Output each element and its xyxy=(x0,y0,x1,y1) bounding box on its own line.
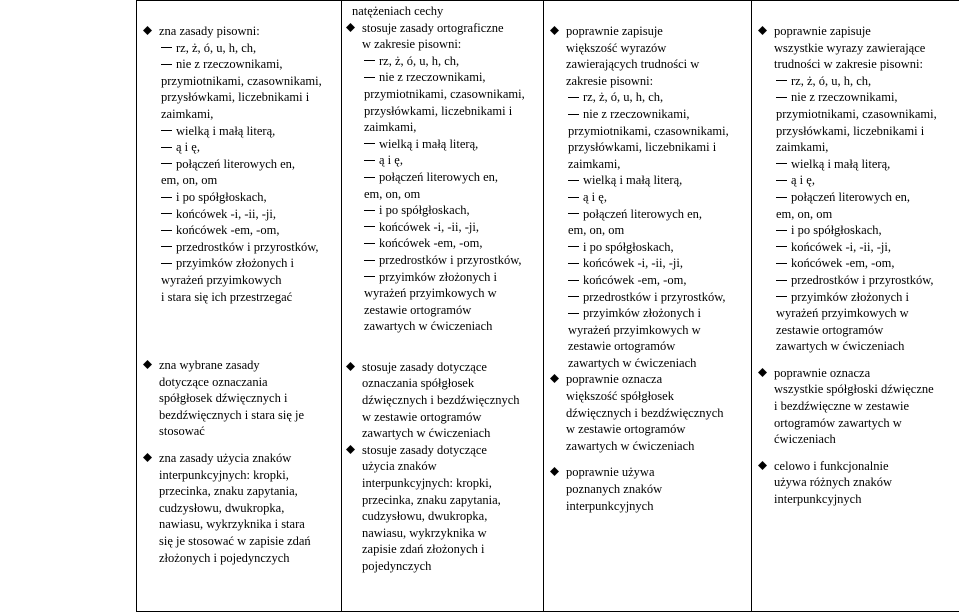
list-item xyxy=(764,272,955,289)
list-item-text: em, on, om xyxy=(568,223,625,238)
text-line: wszystkie spółgłoski dźwięczne xyxy=(774,382,934,397)
spelling-rules-list xyxy=(764,73,955,355)
bullet-item xyxy=(149,23,337,40)
text-line: zawierających trudności w xyxy=(566,57,700,72)
text-line: użycia znaków xyxy=(362,459,437,474)
list-item xyxy=(764,189,955,206)
bullet-text xyxy=(566,464,747,514)
list-item-text: wyrażeń przyimkowych w xyxy=(568,322,701,337)
text-line: i bezdźwięczne w zestawie xyxy=(774,399,909,414)
diamond-bullet-icon xyxy=(758,461,767,470)
bullet-item xyxy=(764,458,955,508)
diamond-bullet-icon xyxy=(758,368,767,377)
list-item xyxy=(149,255,337,272)
dash-bullet-icon xyxy=(568,296,579,297)
list-item-text: zaimkami, xyxy=(568,156,621,171)
list-item-text: i po spółgłoskach, xyxy=(379,203,470,218)
list-item xyxy=(149,40,337,57)
dash-bullet-icon xyxy=(161,64,172,65)
list-item xyxy=(556,289,747,306)
list-item xyxy=(352,86,539,103)
list-item xyxy=(149,89,337,106)
bullet-item xyxy=(352,20,539,53)
list-item xyxy=(556,272,747,289)
bullet-text xyxy=(362,442,539,575)
text-line: poprawnie oznacza xyxy=(566,372,663,387)
dash-bullet-icon xyxy=(568,213,579,214)
list-item-text: i stara się ich przestrzegać xyxy=(161,289,293,304)
dash-bullet-icon xyxy=(776,80,787,81)
text-line: nawiasu, wykrzyknika w xyxy=(362,525,487,540)
list-item-text: końcówek -i, -ii, -ji, xyxy=(176,206,276,221)
list-item-text: zestawie ortogramów xyxy=(776,322,884,337)
list-item xyxy=(352,69,539,86)
text-line: pojedynczych xyxy=(362,559,432,573)
text-line: dotyczące oznaczania xyxy=(159,374,268,389)
column-1-cell xyxy=(137,1,342,612)
list-item xyxy=(352,202,539,219)
list-item-text: przymiotnikami, czasownikami, xyxy=(776,106,937,121)
list-item-text: wyrażeń przyimkowych w xyxy=(364,286,497,301)
text-line: interpunkcyjnych xyxy=(774,492,862,507)
list-item-text: końcówek -i, -ii, -ji, xyxy=(379,219,479,234)
text-line: celowo i funkcjonalnie xyxy=(774,458,889,473)
text-line: w zestawie ortogramów xyxy=(362,409,482,424)
dash-bullet-icon xyxy=(568,197,579,198)
list-item xyxy=(352,318,539,335)
list-item-text: em, on, om xyxy=(161,173,218,188)
column-3-cell xyxy=(544,1,752,612)
list-item-text: nie z rzeczownikami, xyxy=(379,70,486,85)
dash-bullet-icon xyxy=(776,230,787,231)
dash-bullet-icon xyxy=(776,263,787,264)
list-item-text: rz, ż, ó, u, h, ch, xyxy=(379,53,460,68)
list-item-text: ą i ę, xyxy=(583,189,607,204)
list-item xyxy=(764,89,955,106)
list-item xyxy=(556,189,747,206)
list-item-text: przedrostków i przyrostków, xyxy=(791,272,934,287)
list-item-text: przysłówkami, liczebnikami i xyxy=(364,103,513,118)
dash-bullet-icon xyxy=(776,280,787,281)
list-item-text: zestawie ortogramów xyxy=(364,302,472,317)
bullet-text: zna zasady pisowni: xyxy=(159,24,260,38)
dash-bullet-icon xyxy=(568,246,579,247)
dash-bullet-icon xyxy=(776,180,787,181)
list-item xyxy=(352,152,539,169)
list-item-text: em, on, om xyxy=(364,186,421,201)
list-item-text: końcówek -em, -om, xyxy=(791,256,895,271)
requirements-table xyxy=(136,0,959,612)
text-line: ortogramów zawartych w xyxy=(774,415,902,430)
bullet-item xyxy=(352,442,539,575)
list-item-text: nie z rzeczownikami, xyxy=(176,57,283,72)
spelling-rules-list xyxy=(352,53,539,335)
list-item xyxy=(352,103,539,120)
dash-bullet-icon xyxy=(161,213,172,214)
list-item-text: i po spółgłoskach, xyxy=(583,239,674,254)
list-item xyxy=(556,106,747,123)
dash-bullet-icon xyxy=(776,97,787,98)
bullet-item xyxy=(149,450,337,566)
list-item-text: wielką i małą literą, xyxy=(176,123,276,138)
list-item xyxy=(352,252,539,269)
list-item-text: przymiotnikami, czasownikami, xyxy=(568,123,729,138)
continued-text: natężeniach cechy xyxy=(352,4,444,18)
list-item-text: przyimków złożonych i xyxy=(176,256,295,271)
list-item xyxy=(556,123,747,140)
dash-bullet-icon xyxy=(161,197,172,198)
list-item-text: przedrostków i przyrostków, xyxy=(176,239,319,254)
text-line: cudzysłowu, dwukropka, xyxy=(159,500,285,515)
list-item-text: końcówek -em, -om, xyxy=(379,236,483,251)
dash-bullet-icon xyxy=(364,226,375,227)
list-item xyxy=(556,305,747,322)
list-item-text: połączeń literowych en, xyxy=(583,206,703,221)
list-item xyxy=(556,172,747,189)
list-item xyxy=(556,322,747,339)
dash-bullet-icon xyxy=(776,163,787,164)
list-item-text: zawartych w ćwiczeniach xyxy=(776,339,905,354)
list-item xyxy=(352,302,539,319)
text-line: większość spółgłosek xyxy=(566,389,674,404)
dash-bullet-icon xyxy=(776,197,787,198)
list-item xyxy=(352,169,539,186)
list-item xyxy=(149,239,337,256)
text-line: wszystkie wyrazy zawierające xyxy=(774,40,926,55)
list-item xyxy=(352,136,539,153)
text-line: w zakresie pisowni: xyxy=(362,37,462,52)
list-item xyxy=(352,53,539,70)
list-item-text: przedrostków i przyrostków, xyxy=(583,289,726,304)
text-line: stosuje zasady dotyczące xyxy=(362,442,487,457)
dash-bullet-icon xyxy=(161,130,172,131)
list-item-text: przyimków złożonych i xyxy=(379,269,498,284)
list-item-text: zaimkami, xyxy=(776,140,829,155)
column-2-cell xyxy=(342,1,544,612)
list-item xyxy=(149,156,337,173)
list-item-text: połączeń literowych en, xyxy=(791,189,911,204)
bullet-item xyxy=(764,365,955,448)
list-item xyxy=(764,156,955,173)
dash-bullet-icon xyxy=(364,60,375,61)
list-item xyxy=(352,119,539,136)
list-item-text: ą i ę, xyxy=(379,153,403,168)
list-item xyxy=(764,289,955,306)
bullet-text xyxy=(159,450,337,566)
list-item-text: końcówek -em, -om, xyxy=(176,223,280,238)
list-item-text: przyimków złożonych i xyxy=(791,289,910,304)
dash-bullet-icon xyxy=(161,147,172,148)
text-line: nawiasu, wykrzyknika i stara xyxy=(159,517,305,532)
list-item xyxy=(352,235,539,252)
dash-bullet-icon xyxy=(776,246,787,247)
list-item xyxy=(149,56,337,73)
text-line: trudności w zakresie pisowni: xyxy=(774,57,923,72)
list-item xyxy=(149,106,337,123)
list-item-text: wielką i małą literą, xyxy=(583,173,683,188)
list-item xyxy=(764,222,955,239)
text-line: stosuje zasady ortograficzne xyxy=(362,20,504,35)
text-line: poprawnie używa xyxy=(566,465,655,480)
dash-bullet-icon xyxy=(161,163,172,164)
list-item xyxy=(764,123,955,140)
text-line: bezdźwięcznych i stara się je xyxy=(159,407,305,422)
list-item xyxy=(764,106,955,123)
list-item-text: zawartych w ćwiczeniach xyxy=(568,355,697,370)
list-item-text: przysłówkami, liczebnikami i xyxy=(161,90,310,105)
dash-bullet-icon xyxy=(364,243,375,244)
list-item-text: nie z rzeczownikami, xyxy=(791,90,898,105)
text-line: stosować xyxy=(159,424,205,439)
list-item-text: przyimków złożonych i xyxy=(583,306,702,321)
bullet-text xyxy=(774,458,955,508)
bullet-item xyxy=(556,371,747,454)
dash-bullet-icon xyxy=(364,160,375,161)
text-line: poprawnie oznacza xyxy=(774,365,871,380)
list-item-text: i po spółgłoskach, xyxy=(176,189,267,204)
dash-bullet-icon xyxy=(568,180,579,181)
list-item-text: przymiotnikami, czasownikami, xyxy=(364,86,525,101)
list-item xyxy=(764,322,955,339)
list-item xyxy=(149,206,337,223)
list-item xyxy=(556,206,747,223)
list-item xyxy=(764,305,955,322)
list-item-text: połączeń literowych en, xyxy=(379,169,499,184)
dash-bullet-icon xyxy=(568,263,579,264)
dash-bullet-icon xyxy=(161,47,172,48)
list-item-text: wyrażeń przyimkowych xyxy=(161,272,282,287)
dash-bullet-icon xyxy=(161,246,172,247)
list-item-text: rz, ż, ó, u, h, ch, xyxy=(583,90,664,105)
text-line: złożonych i pojedynczych xyxy=(159,550,290,565)
list-item xyxy=(556,338,747,355)
list-item-text: rz, ż, ó, u, h, ch, xyxy=(176,40,257,55)
list-item xyxy=(764,338,955,355)
list-item-text: wyrażeń przyimkowych w xyxy=(776,306,909,321)
list-item xyxy=(352,269,539,286)
list-item-text: zaimkami, xyxy=(161,106,214,121)
text-line: przecinka, znaku zapytania, xyxy=(159,484,298,499)
list-item xyxy=(352,285,539,302)
text-line: stosuje zasady dotyczące xyxy=(362,359,487,374)
list-item-text: końcówek -em, -om, xyxy=(583,272,687,287)
text-line: większość wyrazów xyxy=(566,40,667,55)
dash-bullet-icon xyxy=(364,276,375,277)
diamond-bullet-icon xyxy=(550,374,559,383)
bullet-item xyxy=(764,23,955,73)
list-item-text: końcówek -i, -ii, -ji, xyxy=(583,256,683,271)
diamond-bullet-icon xyxy=(550,467,559,476)
list-item xyxy=(149,222,337,239)
list-item xyxy=(556,222,747,239)
dash-bullet-icon xyxy=(364,143,375,144)
list-item-text: zaimkami, xyxy=(364,120,417,135)
dash-bullet-icon xyxy=(568,114,579,115)
text-line: zapisie zdań złożonych i xyxy=(362,542,485,557)
list-item xyxy=(764,255,955,272)
text-line: używa różnych znaków xyxy=(774,475,893,490)
dash-bullet-icon xyxy=(776,296,787,297)
list-item-text: przysłówkami, liczebnikami i xyxy=(568,140,717,155)
text-line: dźwięcznych i bezdźwięcznych xyxy=(566,405,724,420)
spelling-rules-list xyxy=(149,40,337,306)
bullet-item xyxy=(556,23,747,89)
list-item-text: przymiotnikami, czasownikami, xyxy=(161,73,322,88)
list-item xyxy=(149,73,337,90)
dash-bullet-icon xyxy=(364,210,375,211)
list-item-text: wielką i małą literą, xyxy=(379,136,479,151)
list-item-text: ą i ę, xyxy=(176,140,200,155)
bullet-text xyxy=(774,23,955,73)
diamond-bullet-icon xyxy=(143,453,152,462)
text-line: cudzysłowu, dwukropka, xyxy=(362,509,488,524)
list-item xyxy=(352,219,539,236)
list-item-text: wielką i małą literą, xyxy=(791,156,891,171)
diamond-bullet-icon xyxy=(550,26,559,35)
list-item-text: zawartych w ćwiczeniach xyxy=(364,319,493,334)
text-line: interpunkcyjnych: kropki, xyxy=(362,476,492,491)
text-line: przecinka, znaku zapytania, xyxy=(362,492,501,507)
text-line: ćwiczeniach xyxy=(774,432,836,447)
list-item-text: ą i ę, xyxy=(791,173,815,188)
list-item xyxy=(149,189,337,206)
list-item xyxy=(556,156,747,173)
dash-bullet-icon xyxy=(161,230,172,231)
list-item-text: połączeń literowych en, xyxy=(176,156,296,171)
text-line: zna zasady użycia znaków xyxy=(159,451,292,466)
list-item-text: em, on, om xyxy=(776,206,833,221)
list-item xyxy=(764,139,955,156)
list-item xyxy=(556,255,747,272)
diamond-bullet-icon xyxy=(346,445,355,454)
text-line: spółgłosek dźwięcznych i xyxy=(159,391,288,406)
list-item-text: i po spółgłoskach, xyxy=(791,223,882,238)
text-line: oznaczania spółgłosek xyxy=(362,376,475,391)
list-item xyxy=(352,186,539,203)
bullet-text xyxy=(362,359,539,442)
list-item xyxy=(556,355,747,372)
text-line: interpunkcyjnych xyxy=(566,498,654,513)
text-line: poprawnie zapisuje xyxy=(774,24,871,38)
dash-bullet-icon xyxy=(364,77,375,78)
list-item-text: przedrostków i przyrostków, xyxy=(379,252,522,267)
text-line: zawartych w ćwiczeniach xyxy=(566,438,695,453)
bullet-item xyxy=(149,357,337,440)
text-line: zakresie pisowni: xyxy=(566,73,654,88)
list-item xyxy=(556,89,747,106)
text-line: interpunkcyjnych: kropki, xyxy=(159,467,289,482)
bullet-text xyxy=(774,365,955,448)
list-item-text: rz, ż, ó, u, h, ch, xyxy=(791,73,872,88)
text-line: się je stosować w zapisie zdań xyxy=(159,534,311,549)
list-item xyxy=(764,239,955,256)
dash-bullet-icon xyxy=(161,263,172,264)
dash-bullet-icon xyxy=(364,260,375,261)
text-line: poznanych znaków xyxy=(566,482,663,497)
list-item xyxy=(764,73,955,90)
list-item xyxy=(149,272,337,289)
bullet-item xyxy=(352,359,539,442)
text-line: zna wybrane zasady xyxy=(159,358,260,373)
bullet-text xyxy=(566,23,747,89)
diamond-bullet-icon xyxy=(346,23,355,32)
bullet-text xyxy=(566,371,747,454)
spelling-rules-list xyxy=(556,89,747,371)
dash-bullet-icon xyxy=(364,177,375,178)
text-line: poprawnie zapisuje xyxy=(566,24,663,38)
diamond-bullet-icon xyxy=(758,26,767,35)
dash-bullet-icon xyxy=(568,313,579,314)
list-item xyxy=(149,289,337,306)
list-item xyxy=(556,239,747,256)
text-line: w zestawie ortogramów xyxy=(566,422,686,437)
bullet-item xyxy=(556,464,747,514)
bullet-text xyxy=(362,20,539,53)
list-item xyxy=(149,123,337,140)
text-line: dźwięcznych i bezdźwięcznych xyxy=(362,393,520,408)
list-item xyxy=(764,172,955,189)
dash-bullet-icon xyxy=(568,97,579,98)
list-item-text: przysłówkami, liczebnikami i xyxy=(776,123,925,138)
diamond-bullet-icon xyxy=(346,362,355,371)
list-item-text: końcówek -i, -ii, -ji, xyxy=(791,239,891,254)
list-item xyxy=(764,206,955,223)
column-4-cell xyxy=(752,1,959,612)
list-item xyxy=(149,172,337,189)
list-item-text: nie z rzeczownikami, xyxy=(583,106,690,121)
list-item-text: zestawie ortogramów xyxy=(568,339,676,354)
list-item xyxy=(149,139,337,156)
list-item xyxy=(556,139,747,156)
bullet-text xyxy=(159,357,337,440)
diamond-bullet-icon xyxy=(143,26,152,35)
diamond-bullet-icon xyxy=(143,360,152,369)
text-line: zawartych w ćwiczeniach xyxy=(362,426,491,441)
dash-bullet-icon xyxy=(568,280,579,281)
